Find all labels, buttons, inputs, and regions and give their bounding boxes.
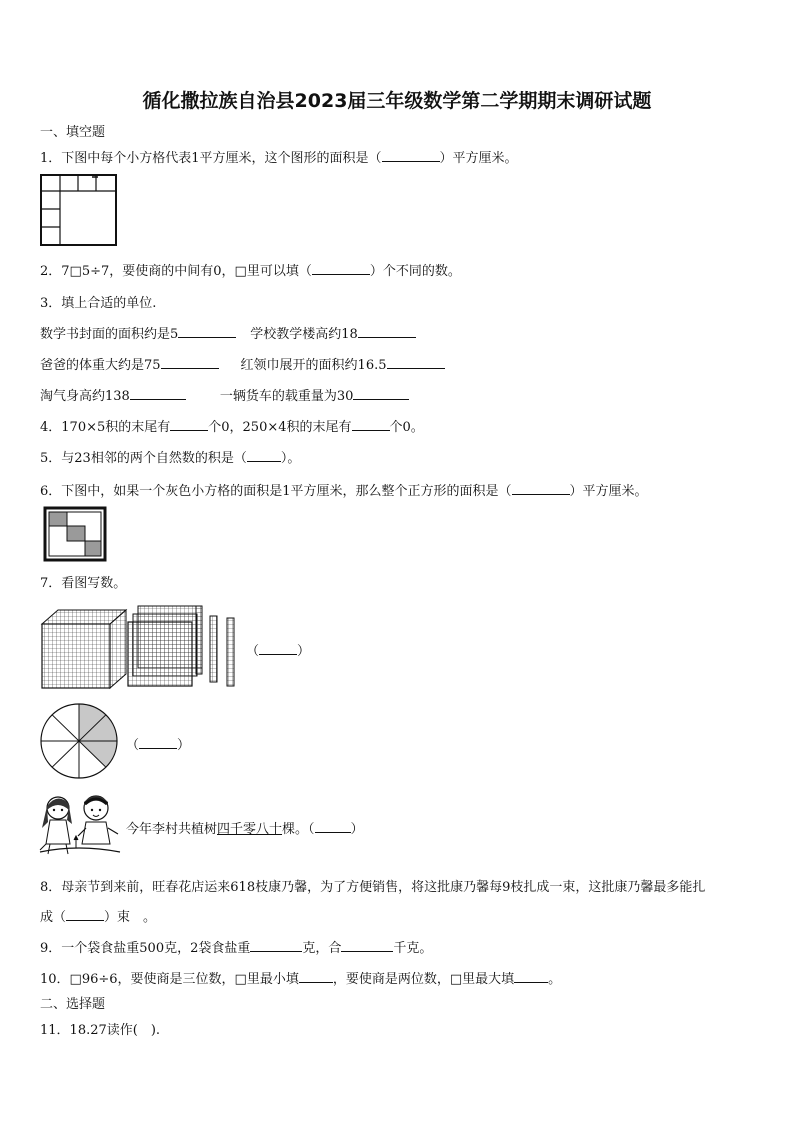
paren-close: ）: [177, 738, 191, 753]
page-title: 循化撒拉族自治县2023届三年级数学第二学期期末调研试题: [142, 90, 652, 112]
paren-close: ）: [297, 644, 311, 659]
question-2: [40, 260, 461, 279]
question-5-blank[interactable]: [247, 448, 281, 462]
question-3-row-2: [40, 354, 445, 373]
question-8-blank[interactable]: [66, 907, 104, 921]
question-3-row-3: [40, 385, 409, 404]
question-3-item-4: 红领巾展开的面积约16.5: [240, 358, 387, 373]
question-7-text-3: 今年李村共植树: [126, 822, 218, 837]
question-9-text-a: 9．一个袋食盐重500克，2袋食盐重: [40, 941, 251, 956]
question-6-square-figure: [43, 506, 107, 562]
question-8-text: 成（: [40, 910, 67, 925]
base-ten-blocks-figure: [40, 604, 246, 690]
question-7-blank-1[interactable]: [259, 641, 297, 655]
question-5-end: ）。: [280, 451, 301, 466]
question-10: [40, 968, 561, 987]
question-7-underlined-number: 四千零八十: [217, 822, 283, 837]
question-3-item-3: 爸爸的体重大约是75: [40, 358, 161, 373]
question-3-item-1: 数学书封面的面积约是5: [40, 327, 179, 342]
question-9-blank-1[interactable]: [250, 938, 302, 952]
question-9: [40, 937, 432, 956]
question-3-blank-6[interactable]: [353, 386, 409, 400]
question-2-blank[interactable]: [312, 261, 370, 275]
question-3-row-1: [40, 323, 416, 342]
question-7-answer-1: [246, 640, 310, 659]
question-1: [40, 147, 518, 166]
paren-open: （: [246, 644, 260, 659]
question-11: 11．18.27读作( ).: [40, 1023, 161, 1038]
question-8-line-1: 8．母亲节到来前，旺春花店运来618枝康乃馨，为了方便销售，将这批康乃馨每9枝扎成一束，这批康乃馨最多能扎: [40, 880, 706, 895]
question-10-text-b: ，要使商是两位数，□里最大填: [332, 972, 515, 987]
question-7-answer-2: [126, 734, 190, 753]
question-3-blank-3[interactable]: [161, 355, 219, 369]
question-7-blank-2[interactable]: [139, 735, 177, 749]
question-9-blank-2[interactable]: [341, 938, 393, 952]
question-3-item-5: 淘气身高约138: [40, 389, 130, 404]
question-4-blank-1[interactable]: [170, 417, 208, 431]
question-4-blank-2[interactable]: [352, 417, 390, 431]
question-10-text-a: 10．□96÷6，要使商是三位数，□里最小填: [40, 972, 299, 987]
question-3-blank-1[interactable]: [178, 324, 236, 338]
question-8-line-2: [40, 906, 156, 925]
section-choice-heading: 二、选择题: [40, 997, 106, 1012]
question-7-blank-3[interactable]: [315, 819, 351, 833]
question-1-text: 1．下图中每个小方格代表1平方厘米，这个图形的面积是（: [40, 151, 382, 166]
question-8-end: ）束 。: [104, 910, 157, 925]
children-planting-illustration: [38, 792, 122, 856]
question-9-text-c: 千克。: [393, 941, 433, 956]
question-2-text: 2．7□5÷7，要使商的中间有0，□里可以填（: [40, 264, 312, 279]
question-9-text-b: 克，合: [302, 941, 342, 956]
question-5: [40, 447, 300, 466]
question-6-end: ）平方厘米。: [569, 484, 648, 499]
question-5-text: 5．与23相邻的两个自然数的积是（: [40, 451, 247, 466]
question-3-blank-2[interactable]: [358, 324, 416, 338]
question-10-blank-2[interactable]: [514, 969, 548, 983]
question-3-item-6: 一辆货车的载重量为30: [219, 389, 354, 404]
question-4-text-b: 个0，250×4积的末尾有: [208, 420, 352, 435]
fraction-circle-figure: [39, 702, 119, 780]
question-6: [40, 480, 648, 499]
question-7-heading: 7．看图写数。: [40, 576, 127, 591]
paren-open: （: [126, 738, 140, 753]
question-1-grid-figure: [40, 172, 118, 246]
question-10-blank-1[interactable]: [299, 969, 333, 983]
question-4: [40, 416, 424, 435]
question-2-end: ）个不同的数。: [369, 264, 461, 279]
paren-close: ）: [350, 822, 364, 837]
section-fill-heading: 一、填空题: [40, 125, 106, 140]
question-1-blank[interactable]: [382, 148, 440, 162]
question-6-blank[interactable]: [512, 481, 570, 495]
question-3-heading: 3．填上合适的单位.: [40, 296, 157, 311]
question-1-unit: ）平方厘米。: [439, 151, 518, 166]
question-7-item-3: [126, 818, 364, 837]
question-10-text-c: 。: [548, 972, 562, 987]
question-3-blank-5[interactable]: [130, 386, 186, 400]
question-6-text: 6．下图中，如果一个灰色小方格的面积是1平方厘米，那么整个正方形的面积是（: [40, 484, 512, 499]
question-7-text-3b: 棵。（: [282, 822, 315, 837]
question-3-blank-4[interactable]: [387, 355, 445, 369]
question-4-text-c: 个0。: [389, 420, 424, 435]
question-3-item-2: 学校教学楼高约18: [250, 327, 358, 342]
question-4-text-a: 4．170×5积的末尾有: [40, 420, 171, 435]
